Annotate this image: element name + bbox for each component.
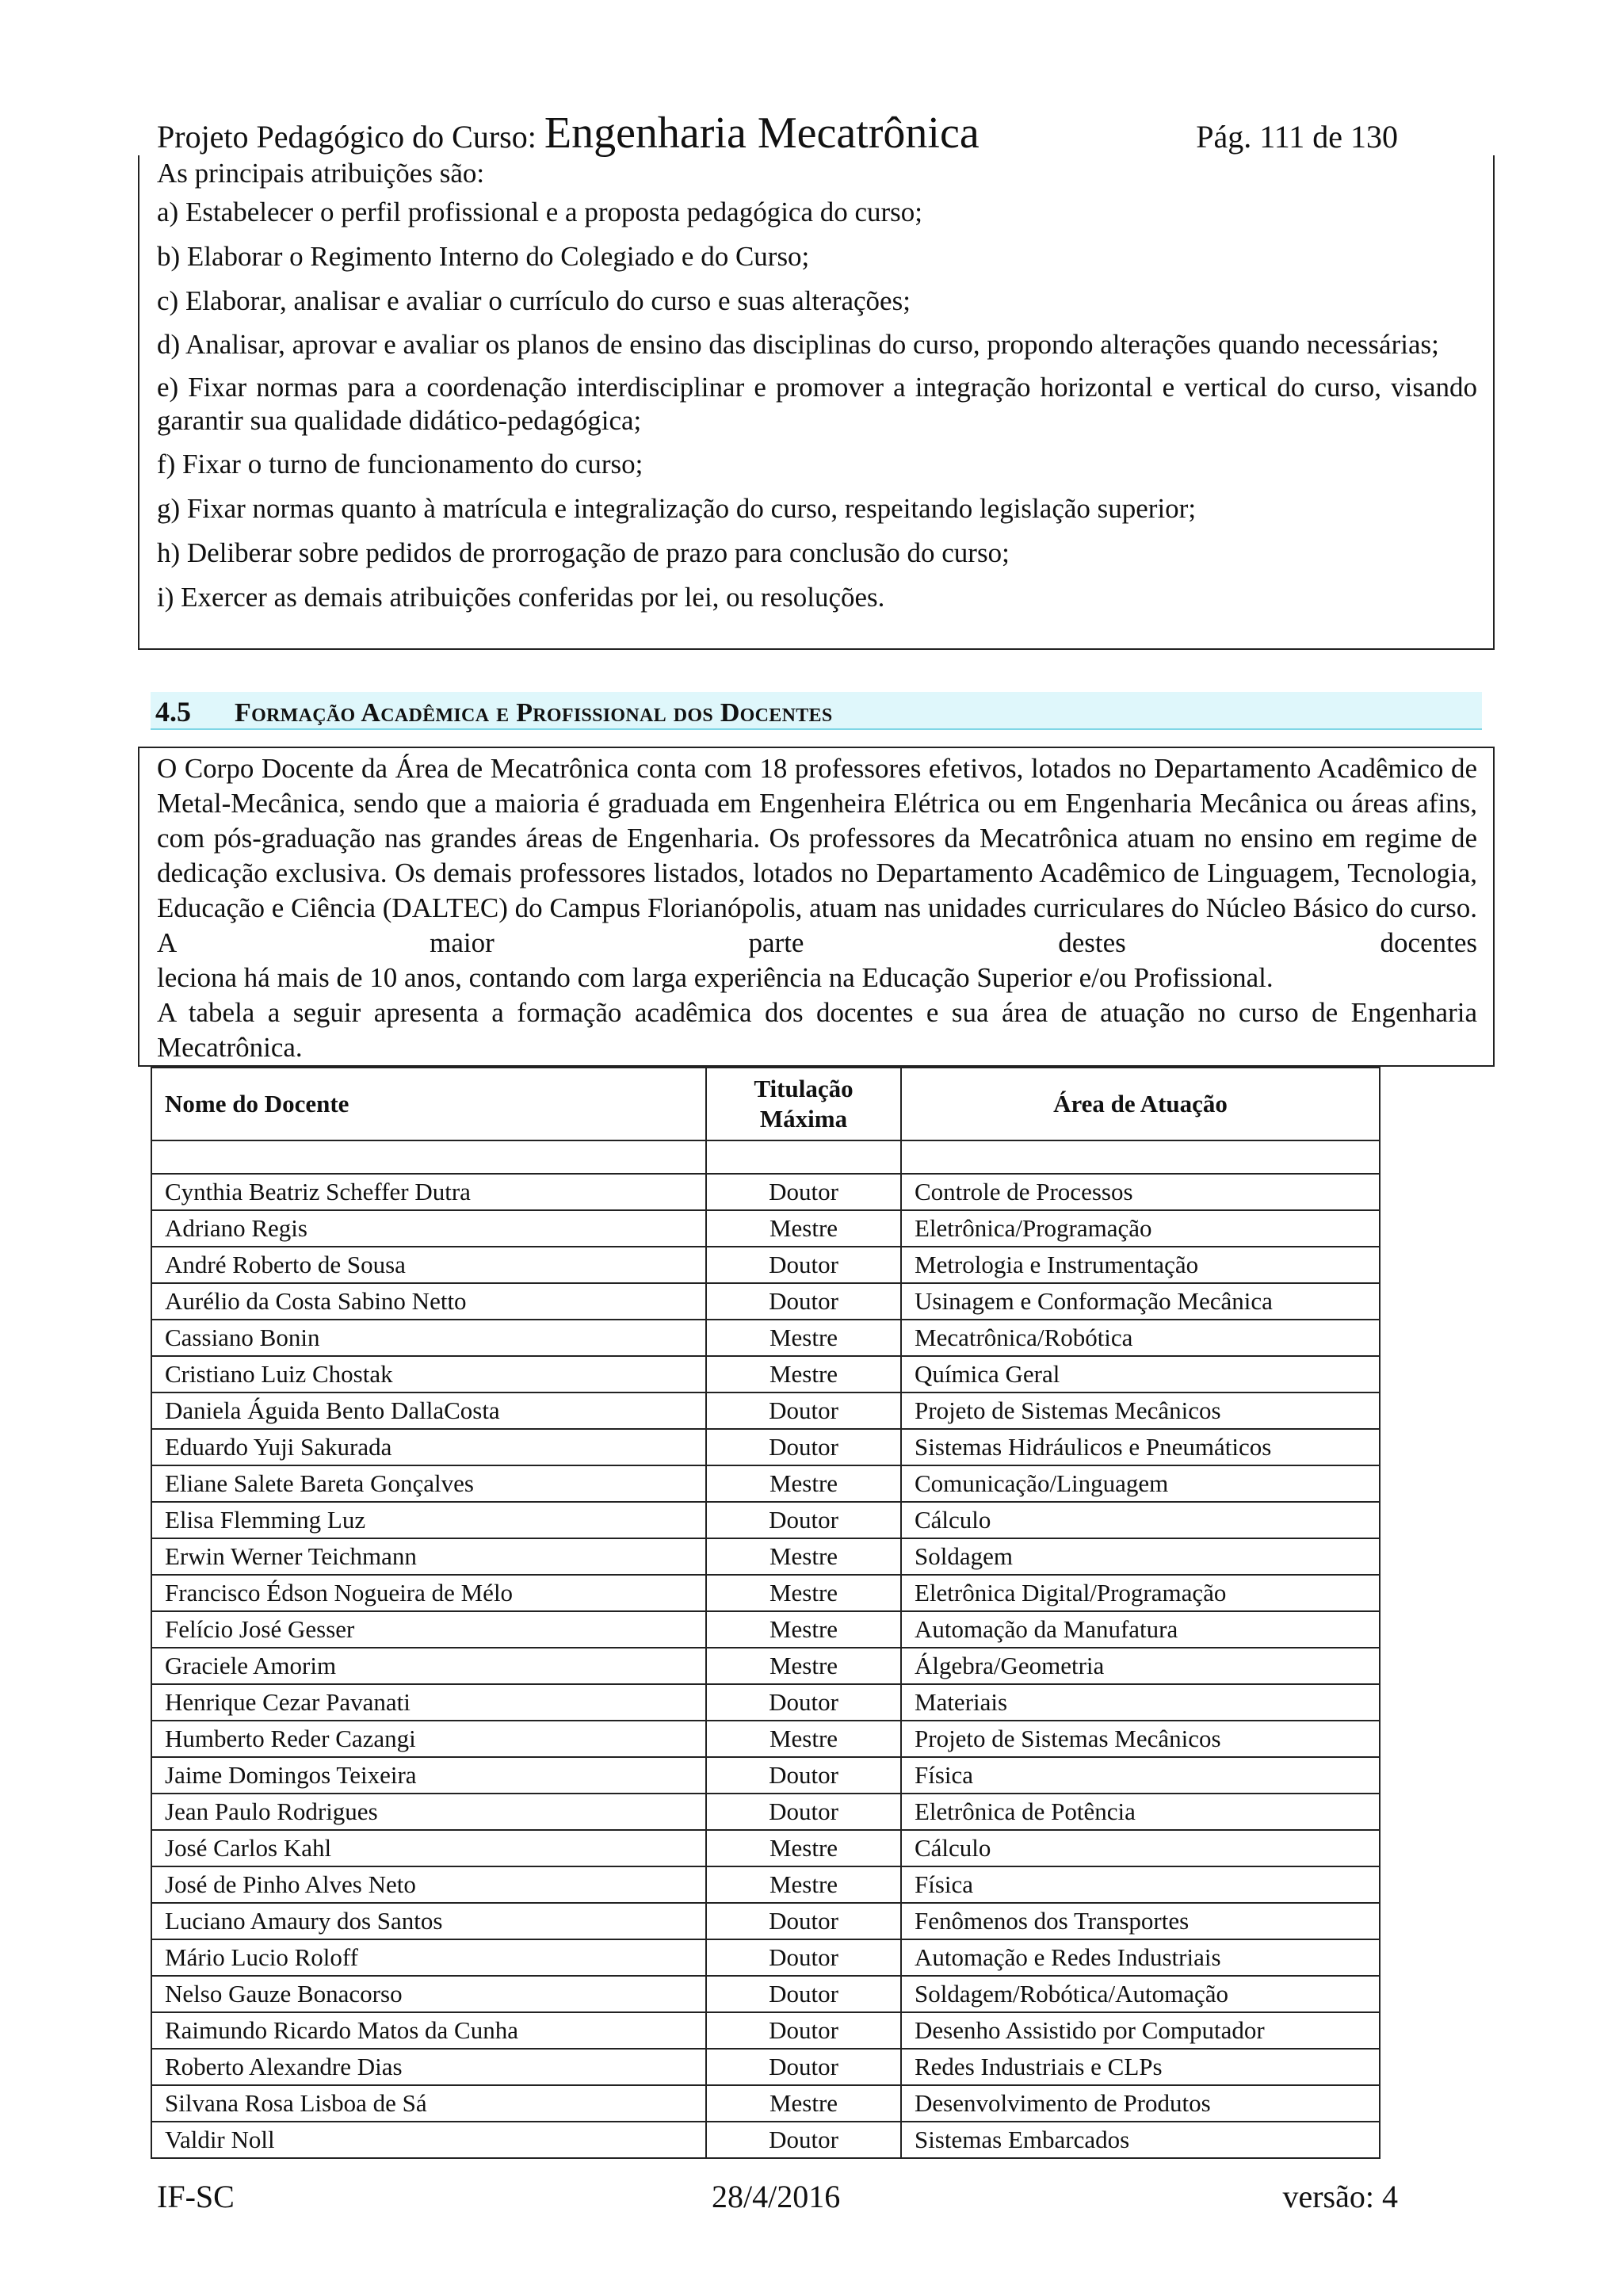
table-row xyxy=(151,1721,1380,1757)
column-header-name: Nome do Docente xyxy=(151,1068,706,1140)
docente-title: Mestre xyxy=(706,1210,901,1247)
attribution-item: h) Deliberar sobre pedidos de prorrogação de prazo para conclusão do curso; xyxy=(157,537,1010,568)
attributions-box xyxy=(138,155,1495,650)
table-row xyxy=(151,1757,1380,1794)
docente-area: Redes Industriais e CLPs xyxy=(901,2049,1380,2085)
faculty-paragraph xyxy=(157,751,1477,995)
docente-title: Mestre xyxy=(706,1648,901,1684)
docente-title: Mestre xyxy=(706,1830,901,1866)
docente-name: Graciele Amorim xyxy=(151,1648,706,1684)
table-row xyxy=(151,1174,1380,1210)
docente-area: Metrologia e Instrumentação xyxy=(901,1247,1380,1283)
docente-name: Daniela Águida Bento DallaCosta xyxy=(151,1392,706,1429)
docente-title: Doutor xyxy=(706,1976,901,2012)
table-row xyxy=(151,1648,1380,1684)
docente-name: Aurélio da Costa Sabino Netto xyxy=(151,1283,706,1320)
faculty-paragraph-main: O Corpo Docente da Área de Mecatrônica conta com 18 professores efetivos, lotados no Departamento Acadêmico de Metal-Mecânica, sendo que a maioria é graduada em Engenheira Elétrica ou em Engenharia Mecânica ou áreas afins, com pós-graduação nas grandes áreas de Engenharia. Os professores da Mecatrônica atuam no ensino em regime de dedicação exclusiva. Os demais professores listados, lotados no Departamento Acadêmico de Linguagem, Tecnologia, Educação e Ciência (DALTEC) do Campus Florianópolis, atuam nas unidades curriculares do Núcleo Básico do curso. A maior parte destes docentes xyxy=(157,753,1477,958)
docente-area: Sistemas Embarcados xyxy=(901,2122,1380,2158)
attribution-item: i) Exercer as demais atribuições conferidas por lei, ou resoluções. xyxy=(157,582,885,613)
docente-area: Fenômenos dos Transportes xyxy=(901,1903,1380,1939)
docente-title: Mestre xyxy=(706,1611,901,1648)
docente-title: Doutor xyxy=(706,1392,901,1429)
docente-title: Doutor xyxy=(706,1794,901,1830)
docente-area: Automação e Redes Industriais xyxy=(901,1939,1380,1976)
table-row xyxy=(151,1684,1380,1721)
table-row xyxy=(151,2085,1380,2122)
docente-area: Comunicação/Linguagem xyxy=(901,1465,1380,1502)
attribution-item: f) Fixar o turno de funcionamento do curso; xyxy=(157,449,643,479)
docente-title: Mestre xyxy=(706,1465,901,1502)
docente-title: Doutor xyxy=(706,1903,901,1939)
docente-name: Nelso Gauze Bonacorso xyxy=(151,1976,706,2012)
docente-name: Valdir Noll xyxy=(151,2122,706,2158)
table-intro-last-line: Mecatrônica. xyxy=(157,1032,303,1063)
header-page-number: Pág. 111 de 130 xyxy=(1196,119,1398,155)
column-header-area: Área de Atuação xyxy=(901,1068,1380,1140)
docente-title: Doutor xyxy=(706,2012,901,2049)
footer-date: 28/4/2016 xyxy=(712,2179,841,2214)
table-row xyxy=(151,1830,1380,1866)
docente-area: Projeto de Sistemas Mecânicos xyxy=(901,1392,1380,1429)
docente-area: Mecatrônica/Robótica xyxy=(901,1320,1380,1356)
table-intro-paragraph xyxy=(157,995,1477,1065)
docente-title: Mestre xyxy=(706,1575,901,1611)
docente-area: Soldagem/Robótica/Automação xyxy=(901,1976,1380,2012)
docente-area: Eletrônica/Programação xyxy=(901,1210,1380,1247)
attributions-intro: As principais atribuições são: xyxy=(157,158,485,189)
attributions-list xyxy=(157,195,1477,625)
docente-title: Mestre xyxy=(706,1320,901,1356)
docente-title: Mestre xyxy=(706,2085,901,2122)
table-row xyxy=(151,1502,1380,1538)
attribution-item: g) Fixar normas quanto à matrícula e integralização do curso, respeitando legislação superior; xyxy=(157,493,1197,524)
attribution-item: a) Estabelecer o perfil profissional e a proposta pedagógica do curso; xyxy=(157,197,923,227)
faculty-table xyxy=(151,1067,1381,2159)
docente-title: Doutor xyxy=(706,1429,901,1465)
table-intro-main: A tabela a seguir apresenta a formação acadêmica dos docentes e sua área de atuação no curso de Engenharia xyxy=(157,997,1477,1028)
table-row xyxy=(151,1429,1380,1465)
table-row xyxy=(151,1611,1380,1648)
docente-name: Jean Paulo Rodrigues xyxy=(151,1794,706,1830)
table-row xyxy=(151,1392,1380,1429)
section-number: 4.5 xyxy=(155,696,191,728)
docente-title: Doutor xyxy=(706,1684,901,1721)
docente-name: José de Pinho Alves Neto xyxy=(151,1866,706,1903)
table-row xyxy=(151,2012,1380,2049)
docente-area: Química Geral xyxy=(901,1356,1380,1392)
docente-area: Cálculo xyxy=(901,1502,1380,1538)
docente-title: Mestre xyxy=(706,1721,901,1757)
docente-title: Doutor xyxy=(706,1939,901,1976)
docente-area: Desenho Assistido por Computador xyxy=(901,2012,1380,2049)
docente-name: Francisco Édson Nogueira de Mélo xyxy=(151,1575,706,1611)
docente-name: José Carlos Kahl xyxy=(151,1830,706,1866)
docente-title: Doutor xyxy=(706,1502,901,1538)
docente-area: Física xyxy=(901,1866,1380,1903)
docente-area: Desenvolvimento de Produtos xyxy=(901,2085,1380,2122)
docente-title: Doutor xyxy=(706,1174,901,1210)
docente-title: Doutor xyxy=(706,1283,901,1320)
section-heading xyxy=(151,692,1482,730)
docente-area: Materiais xyxy=(901,1684,1380,1721)
docente-name: Cynthia Beatriz Scheffer Dutra xyxy=(151,1174,706,1210)
footer-institution: IF-SC xyxy=(157,2179,235,2214)
docente-name: Cristiano Luiz Chostak xyxy=(151,1356,706,1392)
docente-area: Automação da Manufatura xyxy=(901,1611,1380,1648)
table-row xyxy=(151,1976,1380,2012)
docente-area: Física xyxy=(901,1757,1380,1794)
docente-title: Mestre xyxy=(706,1538,901,1575)
docente-title: Mestre xyxy=(706,1866,901,1903)
table-row xyxy=(151,2049,1380,2085)
table-row xyxy=(151,2122,1380,2158)
docente-name: Felício José Gesser xyxy=(151,1611,706,1648)
page-footer xyxy=(157,2178,1398,2218)
docente-name: Elisa Flemming Luz xyxy=(151,1502,706,1538)
page-header xyxy=(157,95,1398,159)
docente-area: Soldagem xyxy=(901,1538,1380,1575)
docente-area: Cálculo xyxy=(901,1830,1380,1866)
table-row xyxy=(151,1465,1380,1502)
docente-area: Usinagem e Conformação Mecânica xyxy=(901,1283,1380,1320)
docente-title: Doutor xyxy=(706,2122,901,2158)
header-prefix: Projeto Pedagógico do Curso: xyxy=(157,119,537,155)
column-header-title-line2: Máxima xyxy=(759,1105,848,1133)
header-course: Engenharia Mecatrônica xyxy=(544,109,980,158)
table-row xyxy=(151,1794,1380,1830)
table-row xyxy=(151,1320,1380,1356)
docente-title: Doutor xyxy=(706,1757,901,1794)
footer-version: versão: 4 xyxy=(1282,2179,1398,2214)
table-header-row xyxy=(151,1068,1380,1140)
table-row xyxy=(151,1247,1380,1283)
table-row xyxy=(151,1210,1380,1247)
table-row xyxy=(151,1538,1380,1575)
table-body xyxy=(151,1140,1380,2158)
table-row xyxy=(151,1903,1380,1939)
docente-area: Sistemas Hidráulicos e Pneumáticos xyxy=(901,1429,1380,1465)
docente-title: Mestre xyxy=(706,1356,901,1392)
docente-name: Eliane Salete Bareta Gonçalves xyxy=(151,1465,706,1502)
docente-area: Controle de Processos xyxy=(901,1174,1380,1210)
table-row xyxy=(151,1575,1380,1611)
attribution-item: d) Analisar, aprovar e avaliar os planos de ensino das disciplinas do curso, propondo alterações quando necessárias; xyxy=(157,329,1439,360)
docente-area: Álgebra/Geometria xyxy=(901,1648,1380,1684)
docente-name: Silvana Rosa Lisboa de Sá xyxy=(151,2085,706,2122)
faculty-description-box xyxy=(138,747,1495,1067)
docente-area: Projeto de Sistemas Mecânicos xyxy=(901,1721,1380,1757)
docente-name: Cassiano Bonin xyxy=(151,1320,706,1356)
docente-area: Eletrônica de Potência xyxy=(901,1794,1380,1830)
table-row xyxy=(151,1283,1380,1320)
table-spacer-row xyxy=(151,1140,1380,1174)
table-row xyxy=(151,1356,1380,1392)
docente-name: Mário Lucio Roloff xyxy=(151,1939,706,1976)
docente-name: Jaime Domingos Teixeira xyxy=(151,1757,706,1794)
docente-title: Doutor xyxy=(706,1247,901,1283)
attribution-item: e) Fixar normas para a coordenação interdisciplinar e promover a integração horizontal e vertical do curso, visando garantir sua qualidade didático-pedagógica; xyxy=(157,372,1477,436)
section-title: Formação Acadêmica e Profissional dos Docentes xyxy=(235,698,833,728)
docente-area: Eletrônica Digital/Programação xyxy=(901,1575,1380,1611)
column-header-title xyxy=(706,1068,901,1140)
docente-title: Doutor xyxy=(706,2049,901,2085)
docente-name: Raimundo Ricardo Matos da Cunha xyxy=(151,2012,706,2049)
column-header-title-line1: Titulação xyxy=(754,1075,854,1102)
docente-name: Roberto Alexandre Dias xyxy=(151,2049,706,2085)
docente-name: Henrique Cezar Pavanati xyxy=(151,1684,706,1721)
table-row xyxy=(151,1939,1380,1976)
table-row xyxy=(151,1866,1380,1903)
attribution-item: c) Elaborar, analisar e avaliar o currículo do curso e suas alterações; xyxy=(157,285,911,316)
docente-name: Luciano Amaury dos Santos xyxy=(151,1903,706,1939)
docente-name: Adriano Regis xyxy=(151,1210,706,1247)
docente-name: Eduardo Yuji Sakurada xyxy=(151,1429,706,1465)
docente-name: André Roberto de Sousa xyxy=(151,1247,706,1283)
docente-name: Erwin Werner Teichmann xyxy=(151,1538,706,1575)
header-title xyxy=(157,108,980,159)
docente-name: Humberto Reder Cazangi xyxy=(151,1721,706,1757)
attribution-item: b) Elaborar o Regimento Interno do Colegiado e do Curso; xyxy=(157,241,810,272)
faculty-paragraph-last-line: leciona há mais de 10 anos, contando com larga experiência na Educação Superior e/ou Profissional. xyxy=(157,962,1274,993)
